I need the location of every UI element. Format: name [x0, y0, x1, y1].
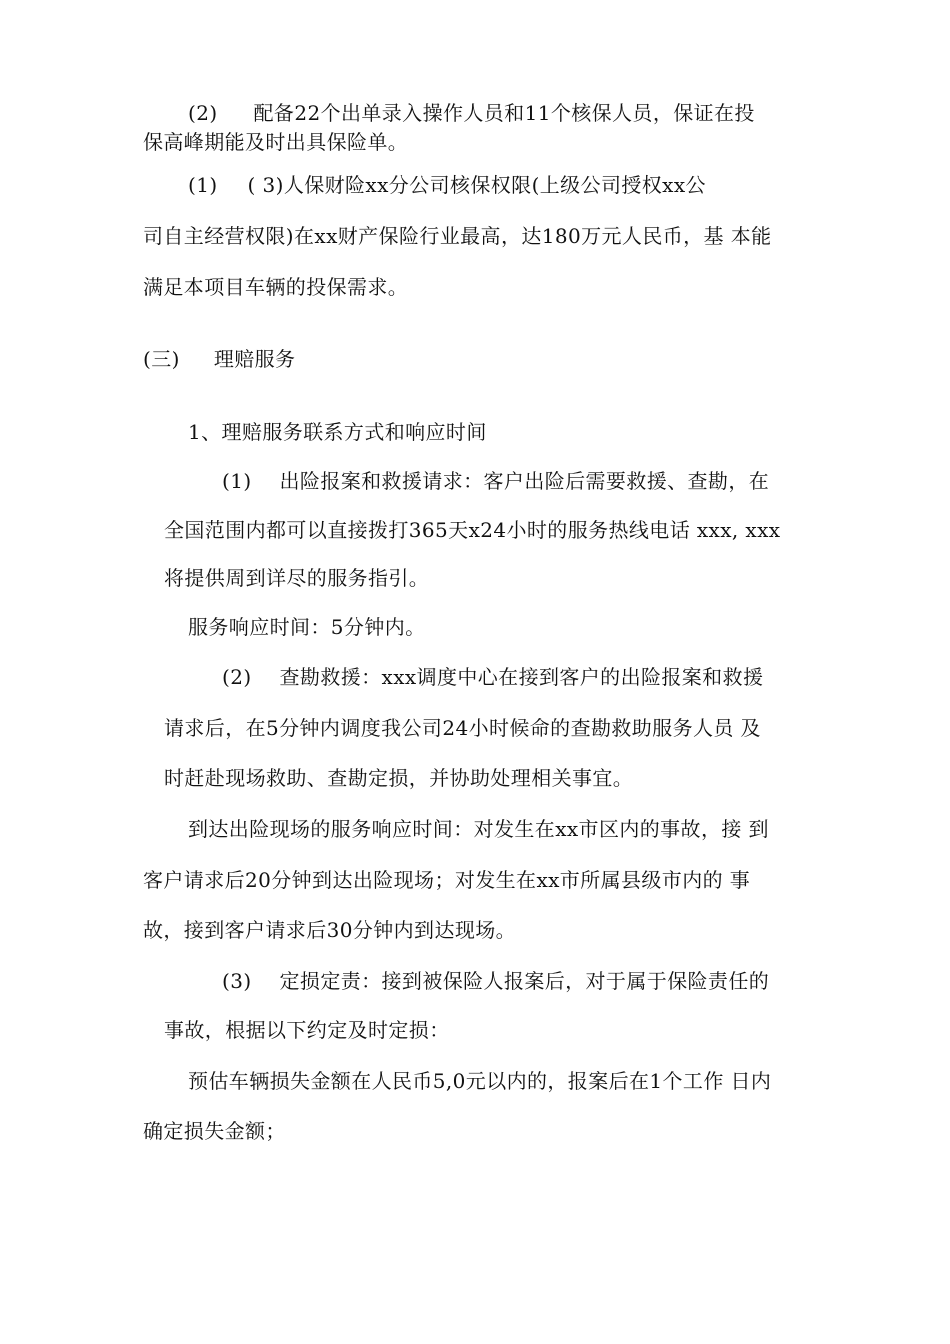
subsection-heading: 1、理赔服务联系方式和响应时间	[188, 420, 487, 444]
paragraph-line: 请求后，在5分钟内调度我公司24小时候命的查勘救助服务人员 及	[164, 716, 761, 740]
paragraph-text: ( 3)人保财险xx分公司核保权限(上级公司授权xx公	[247, 173, 706, 197]
item-number: (1)	[222, 469, 252, 493]
section-number: (三)	[143, 347, 180, 371]
paragraph-line	[188, 173, 706, 197]
paragraph-line	[222, 665, 763, 689]
paragraph-line: 服务响应时间：5分钟内。	[188, 615, 426, 639]
paragraph-line: 故，接到客户请求后30分钟内到达现场。	[143, 918, 517, 942]
paragraph-text: 出险报案和救援请求：客户出险后需要救援、查勘，在	[279, 469, 770, 493]
paragraph-line: 时赶赴现场救助、查勘定损，并协助处理相关事宜。	[164, 766, 634, 790]
paragraph-line: 满足本项目车辆的投保需求。	[143, 275, 409, 299]
paragraph-line: 预估车辆损失金额在人民币5,0元以内的，报案后在1个工作 日内	[188, 1069, 772, 1093]
paragraph-line: 到达出险现场的服务响应时间：对发生在xx市区内的事故，接 到	[188, 817, 769, 841]
item-number: (1)	[188, 173, 218, 197]
paragraph-line: 事故，根据以下约定及时定损：	[164, 1018, 450, 1042]
paragraph-line	[222, 469, 769, 493]
paragraph-line: 确定损失金额；	[143, 1119, 286, 1143]
item-number: (3)	[222, 969, 252, 993]
section-title: 理赔服务	[213, 347, 296, 371]
paragraph-text: 配备22个出单录入操作人员和11个核保人员，保证在投	[253, 101, 755, 125]
paragraph-line	[188, 101, 810, 125]
item-number: (2)	[188, 101, 218, 125]
paragraph-line: 客户请求后20分钟到达出险现场；对发生在xx市所属县级市内的 事	[143, 868, 751, 892]
section-heading	[143, 347, 295, 371]
paragraph-line	[222, 969, 769, 993]
paragraph-text: 查勘救援：xxx调度中心在接到客户的出险报案和救援	[279, 665, 764, 689]
paragraph-line: 司自主经营权限)在xx财产保险行业最高，达180万元人民币，基 本能	[143, 224, 772, 248]
paragraph-text: 定损定责：接到被保险人报案后，对于属于保险责任的	[279, 969, 770, 993]
paragraph-line: 将提供周到详尽的服务指引。	[164, 566, 430, 590]
paragraph-line: 全国范围内都可以直接拨打365天x24小时的服务热线电话 xxx, xxx	[164, 518, 781, 542]
paragraph-line: 保高峰期能及时出具保险单。	[143, 130, 409, 154]
item-number: (2)	[222, 665, 252, 689]
